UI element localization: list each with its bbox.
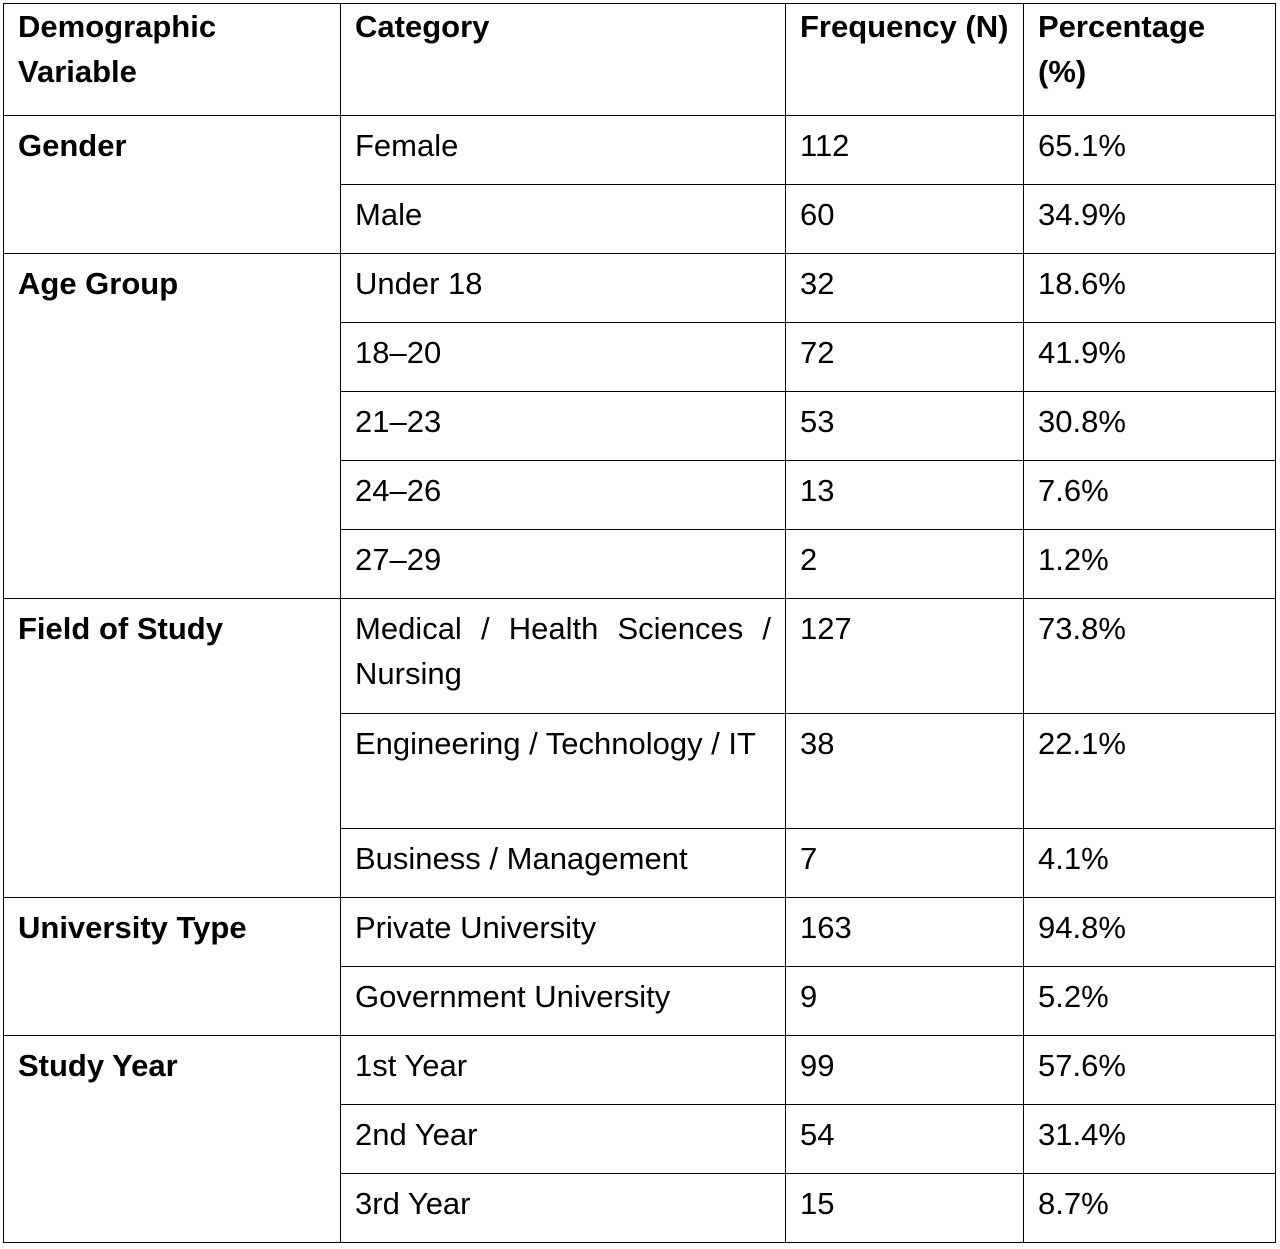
percentage-cell: 94.8%	[1024, 898, 1276, 967]
frequency-cell: 13	[786, 461, 1024, 530]
variable-cell-age-group: Age Group	[4, 254, 341, 599]
category-cell: 24–26	[341, 461, 786, 530]
table-row	[4, 254, 1276, 323]
category-cell: 2nd Year	[341, 1105, 786, 1174]
percentage-cell: 8.7%	[1024, 1174, 1276, 1243]
frequency-cell: 99	[786, 1036, 1024, 1105]
variable-cell-study-year: Study Year	[4, 1036, 341, 1243]
header-percentage: Percentage (%)	[1024, 4, 1276, 116]
variable-cell-field-of-study: Field of Study	[4, 599, 341, 898]
frequency-cell: 7	[786, 829, 1024, 898]
variable-cell-university-type: University Type	[4, 898, 341, 1036]
table-row	[4, 116, 1276, 185]
frequency-cell: 72	[786, 323, 1024, 392]
category-cell: Under 18	[341, 254, 786, 323]
category-cell: 18–20	[341, 323, 786, 392]
frequency-cell: 38	[786, 714, 1024, 829]
percentage-cell: 31.4%	[1024, 1105, 1276, 1174]
percentage-cell: 41.9%	[1024, 323, 1276, 392]
category-cell: 3rd Year	[341, 1174, 786, 1243]
frequency-cell: 112	[786, 116, 1024, 185]
frequency-cell: 15	[786, 1174, 1024, 1243]
category-cell: Medical / Health Sciences / Nursing	[341, 599, 786, 714]
percentage-cell: 7.6%	[1024, 461, 1276, 530]
percentage-cell: 65.1%	[1024, 116, 1276, 185]
percentage-cell: 18.6%	[1024, 254, 1276, 323]
header-demographic-variable: Demographic Variable	[4, 4, 341, 116]
demographics-table	[3, 3, 1276, 1243]
frequency-cell: 54	[786, 1105, 1024, 1174]
table-row	[4, 1036, 1276, 1105]
category-cell: 1st Year	[341, 1036, 786, 1105]
category-cell: Male	[341, 185, 786, 254]
frequency-cell: 2	[786, 530, 1024, 599]
percentage-cell: 5.2%	[1024, 967, 1276, 1036]
percentage-cell: 30.8%	[1024, 392, 1276, 461]
frequency-cell: 127	[786, 599, 1024, 714]
category-cell: 21–23	[341, 392, 786, 461]
percentage-cell: 57.6%	[1024, 1036, 1276, 1105]
frequency-cell: 9	[786, 967, 1024, 1036]
percentage-cell: 1.2%	[1024, 530, 1276, 599]
category-cell: Female	[341, 116, 786, 185]
category-cell: 27–29	[341, 530, 786, 599]
frequency-cell: 53	[786, 392, 1024, 461]
percentage-cell: 4.1%	[1024, 829, 1276, 898]
percentage-cell: 73.8%	[1024, 599, 1276, 714]
header-frequency: Frequency (N)	[786, 4, 1024, 116]
header-row	[4, 4, 1276, 116]
category-cell: Private University	[341, 898, 786, 967]
header-category: Category	[341, 4, 786, 116]
frequency-cell: 163	[786, 898, 1024, 967]
percentage-cell: 34.9%	[1024, 185, 1276, 254]
percentage-cell: 22.1%	[1024, 714, 1276, 829]
table-row	[4, 599, 1276, 714]
frequency-cell: 32	[786, 254, 1024, 323]
category-cell: Government University	[341, 967, 786, 1036]
table-row	[4, 898, 1276, 967]
frequency-cell: 60	[786, 185, 1024, 254]
category-cell: Engineering / Technology / IT	[341, 714, 786, 829]
category-cell: Business / Management	[341, 829, 786, 898]
variable-cell-gender: Gender	[4, 116, 341, 254]
